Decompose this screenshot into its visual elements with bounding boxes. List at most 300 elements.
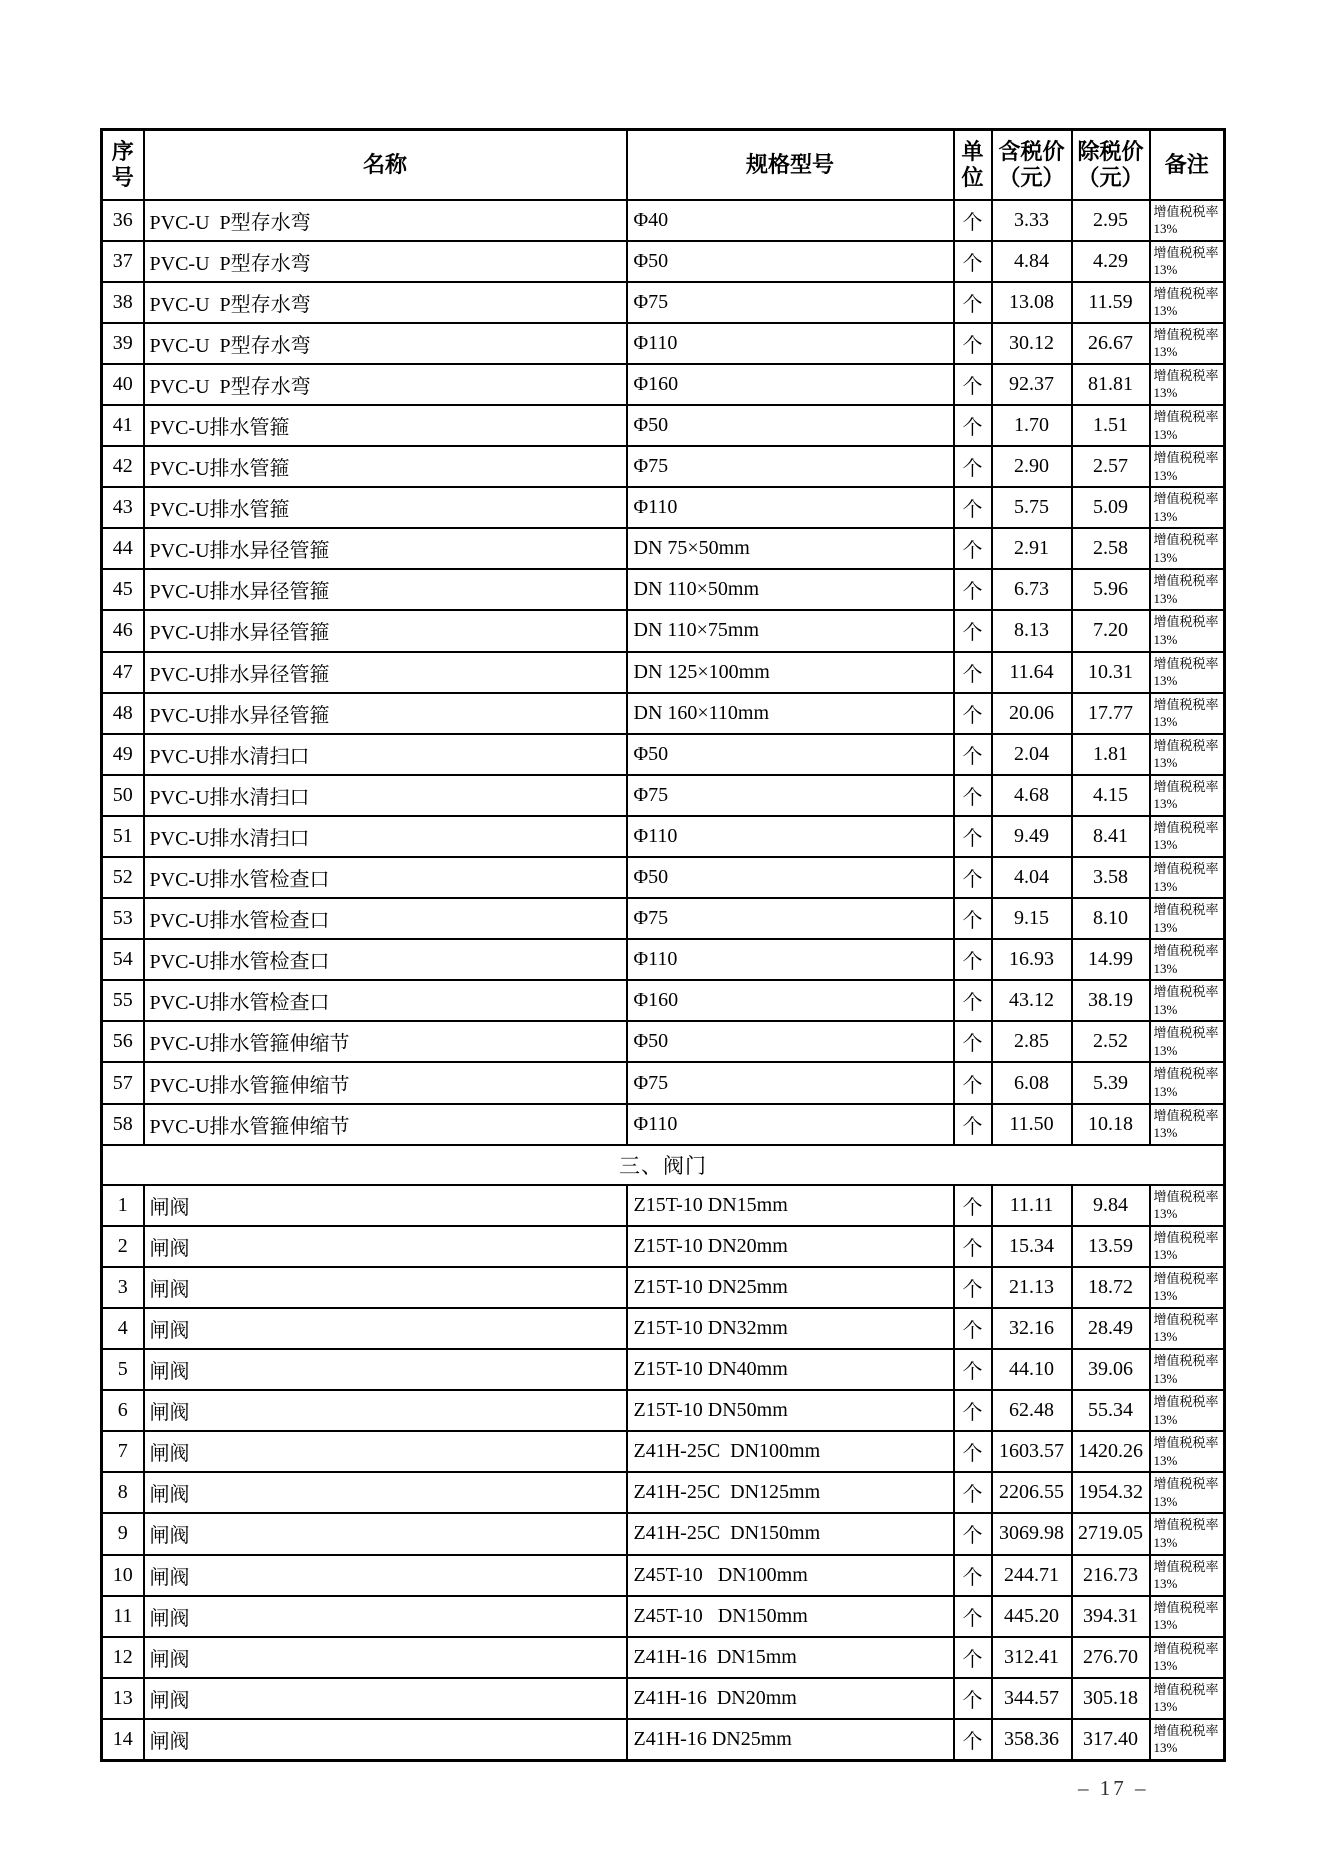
cell-item-name: PVC-U排水管检查口 [144,898,627,939]
table-row [102,734,1225,775]
cell-item-name: PVC-U P型存水弯 [144,364,627,405]
table-row [102,446,1225,487]
cell-spec-model: DN 125×100mm [627,652,954,693]
cell-spec-model: Z41H-25C DN100mm [627,1431,954,1472]
section-title: 三、阀门 [102,1145,1225,1185]
cell-item-name: PVC-U排水异径管箍 [144,528,627,569]
cell-item-name: PVC-U排水异径管箍 [144,693,627,734]
cell-remark: 增值税税率13% [1150,282,1225,323]
cell-price-without-tax: 81.81 [1072,364,1150,405]
cell-unit: 个 [954,1555,992,1596]
cell-item-name: PVC-U排水管箍 [144,446,627,487]
header-spec-model: 规格型号 [627,130,954,200]
cell-item-name: PVC-U排水异径管箍 [144,610,627,651]
cell-serial-number: 7 [102,1431,144,1472]
cell-remark: 增值税税率13% [1150,1555,1225,1596]
cell-item-name: 闸阀 [144,1678,627,1719]
cell-serial-number: 49 [102,734,144,775]
cell-spec-model: Z15T-10 DN25mm [627,1267,954,1308]
table-row [102,200,1225,241]
cell-item-name: PVC-U排水管箍伸缩节 [144,1104,627,1145]
cell-price-without-tax: 2.95 [1072,200,1150,241]
cell-unit: 个 [954,775,992,816]
cell-remark: 增值税税率13% [1150,1431,1225,1472]
cell-price-without-tax: 394.31 [1072,1596,1150,1637]
cell-serial-number: 55 [102,980,144,1021]
cell-unit: 个 [954,652,992,693]
cell-spec-model: Φ110 [627,939,954,980]
cell-serial-number: 52 [102,857,144,898]
cell-serial-number: 57 [102,1062,144,1103]
cell-price-without-tax: 5.96 [1072,569,1150,610]
cell-unit: 个 [954,1062,992,1103]
cell-unit: 个 [954,528,992,569]
cell-serial-number: 54 [102,939,144,980]
cell-spec-model: DN 110×50mm [627,569,954,610]
cell-remark: 增值税税率13% [1150,1637,1225,1678]
cell-spec-model: Z41H-25C DN150mm [627,1513,954,1554]
cell-spec-model: Φ160 [627,364,954,405]
cell-price-without-tax: 13.59 [1072,1226,1150,1267]
header-serial-number: 序号 [102,130,144,200]
cell-serial-number: 11 [102,1596,144,1637]
cell-serial-number: 53 [102,898,144,939]
cell-remark: 增值税税率13% [1150,1719,1225,1761]
cell-remark: 增值税税率13% [1150,1390,1225,1431]
cell-remark: 增值税税率13% [1150,1104,1225,1145]
cell-item-name: PVC-U排水清扫口 [144,816,627,857]
cell-item-name: 闸阀 [144,1349,627,1390]
cell-item-name: PVC-U P型存水弯 [144,323,627,364]
cell-serial-number: 40 [102,364,144,405]
cell-unit: 个 [954,1267,992,1308]
price-table [100,128,1226,1762]
cell-remark: 增值税税率13% [1150,1308,1225,1349]
table-row [102,693,1225,734]
cell-serial-number: 38 [102,282,144,323]
cell-item-name: PVC-U排水管箍伸缩节 [144,1062,627,1103]
cell-item-name: PVC-U排水管箍 [144,405,627,446]
table-row [102,1349,1225,1390]
cell-remark: 增值税税率13% [1150,1678,1225,1719]
cell-price-with-tax: 3.33 [992,200,1072,241]
cell-remark: 增值税税率13% [1150,405,1225,446]
table-row [102,1555,1225,1596]
table-row [102,939,1225,980]
cell-serial-number: 1 [102,1185,144,1226]
cell-price-without-tax: 11.59 [1072,282,1150,323]
cell-unit: 个 [954,816,992,857]
cell-spec-model: Φ50 [627,734,954,775]
cell-price-with-tax: 2.90 [992,446,1072,487]
cell-unit: 个 [954,241,992,282]
table-row [102,1719,1225,1761]
table-row [102,1185,1225,1226]
cell-spec-model: Z15T-10 DN40mm [627,1349,954,1390]
cell-item-name: 闸阀 [144,1390,627,1431]
cell-remark: 增值税税率13% [1150,1062,1225,1103]
cell-price-without-tax: 38.19 [1072,980,1150,1021]
cell-price-with-tax: 344.57 [992,1678,1072,1719]
cell-price-without-tax: 276.70 [1072,1637,1150,1678]
cell-unit: 个 [954,857,992,898]
cell-remark: 增值税税率13% [1150,1472,1225,1513]
cell-price-with-tax: 9.49 [992,816,1072,857]
cell-price-with-tax: 244.71 [992,1555,1072,1596]
table-row [102,1513,1225,1554]
cell-remark: 增值税税率13% [1150,1349,1225,1390]
table-row [102,364,1225,405]
cell-item-name: PVC-U排水清扫口 [144,775,627,816]
cell-price-without-tax: 26.67 [1072,323,1150,364]
cell-spec-model: Φ160 [627,980,954,1021]
cell-price-without-tax: 2.57 [1072,446,1150,487]
cell-spec-model: DN 160×110mm [627,693,954,734]
table-row [102,857,1225,898]
cell-price-with-tax: 13.08 [992,282,1072,323]
cell-price-with-tax: 2.04 [992,734,1072,775]
cell-price-with-tax: 9.15 [992,898,1072,939]
cell-item-name: PVC-U排水管箍 [144,487,627,528]
cell-price-without-tax: 39.06 [1072,1349,1150,1390]
cell-remark: 增值税税率13% [1150,1596,1225,1637]
cell-price-without-tax: 55.34 [1072,1390,1150,1431]
cell-price-with-tax: 6.08 [992,1062,1072,1103]
cell-unit: 个 [954,569,992,610]
cell-item-name: 闸阀 [144,1719,627,1761]
cell-remark: 增值税税率13% [1150,1513,1225,1554]
cell-serial-number: 46 [102,610,144,651]
cell-price-without-tax: 305.18 [1072,1678,1150,1719]
cell-item-name: PVC-U排水管箍伸缩节 [144,1021,627,1062]
cell-price-with-tax: 6.73 [992,569,1072,610]
cell-serial-number: 13 [102,1678,144,1719]
cell-serial-number: 50 [102,775,144,816]
cell-price-without-tax: 2.58 [1072,528,1150,569]
cell-serial-number: 43 [102,487,144,528]
table-row [102,405,1225,446]
cell-price-without-tax: 216.73 [1072,1555,1150,1596]
cell-item-name: 闸阀 [144,1267,627,1308]
cell-spec-model: Φ75 [627,898,954,939]
cell-spec-model: Φ40 [627,200,954,241]
cell-price-with-tax: 15.34 [992,1226,1072,1267]
cell-price-with-tax: 11.64 [992,652,1072,693]
cell-unit: 个 [954,1637,992,1678]
table-header-row [102,130,1225,200]
cell-price-with-tax: 2206.55 [992,1472,1072,1513]
cell-remark: 增值税税率13% [1150,446,1225,487]
cell-unit: 个 [954,693,992,734]
cell-unit: 个 [954,1678,992,1719]
cell-unit: 个 [954,1226,992,1267]
cell-unit: 个 [954,1349,992,1390]
cell-price-with-tax: 4.04 [992,857,1072,898]
cell-price-with-tax: 32.16 [992,1308,1072,1349]
cell-serial-number: 14 [102,1719,144,1761]
cell-price-with-tax: 1603.57 [992,1431,1072,1472]
cell-price-with-tax: 445.20 [992,1596,1072,1637]
cell-spec-model: Φ75 [627,446,954,487]
table-row [102,610,1225,651]
cell-serial-number: 45 [102,569,144,610]
cell-price-without-tax: 14.99 [1072,939,1150,980]
table-row [102,1390,1225,1431]
header-item-name: 名称 [144,130,627,200]
cell-price-without-tax: 17.77 [1072,693,1150,734]
cell-serial-number: 47 [102,652,144,693]
cell-serial-number: 37 [102,241,144,282]
cell-price-with-tax: 2.85 [992,1021,1072,1062]
cell-unit: 个 [954,610,992,651]
cell-spec-model: Z45T-10 DN100mm [627,1555,954,1596]
cell-price-with-tax: 11.50 [992,1104,1072,1145]
cell-price-without-tax: 1420.26 [1072,1431,1150,1472]
cell-price-with-tax: 5.75 [992,487,1072,528]
cell-unit: 个 [954,939,992,980]
cell-unit: 个 [954,1390,992,1431]
table-body [102,200,1225,1761]
table-row [102,241,1225,282]
cell-unit: 个 [954,1596,992,1637]
cell-remark: 增值税税率13% [1150,652,1225,693]
cell-spec-model: DN 75×50mm [627,528,954,569]
cell-unit: 个 [954,1021,992,1062]
cell-price-with-tax: 312.41 [992,1637,1072,1678]
cell-serial-number: 56 [102,1021,144,1062]
cell-remark: 增值税税率13% [1150,1185,1225,1226]
cell-price-without-tax: 5.39 [1072,1062,1150,1103]
cell-remark: 增值税税率13% [1150,939,1225,980]
cell-unit: 个 [954,405,992,446]
cell-price-without-tax: 3.58 [1072,857,1150,898]
cell-serial-number: 8 [102,1472,144,1513]
table-row [102,528,1225,569]
cell-price-with-tax: 4.68 [992,775,1072,816]
cell-spec-model: Z41H-16 DN25mm [627,1719,954,1761]
cell-serial-number: 12 [102,1637,144,1678]
cell-price-with-tax: 11.11 [992,1185,1072,1226]
cell-price-with-tax: 4.84 [992,241,1072,282]
cell-spec-model: Φ50 [627,241,954,282]
cell-serial-number: 42 [102,446,144,487]
cell-remark: 增值税税率13% [1150,200,1225,241]
cell-serial-number: 48 [102,693,144,734]
cell-serial-number: 36 [102,200,144,241]
cell-price-with-tax: 16.93 [992,939,1072,980]
cell-price-with-tax: 44.10 [992,1349,1072,1390]
cell-item-name: PVC-U P型存水弯 [144,241,627,282]
cell-price-without-tax: 1.81 [1072,734,1150,775]
cell-remark: 增值税税率13% [1150,241,1225,282]
cell-unit: 个 [954,1719,992,1761]
cell-remark: 增值税税率13% [1150,816,1225,857]
cell-spec-model: Z15T-10 DN32mm [627,1308,954,1349]
cell-item-name: PVC-U排水管检查口 [144,939,627,980]
cell-price-without-tax: 317.40 [1072,1719,1150,1761]
cell-item-name: 闸阀 [144,1226,627,1267]
section-header-row [102,1145,1225,1185]
table-row [102,1104,1225,1145]
cell-unit: 个 [954,1185,992,1226]
cell-item-name: 闸阀 [144,1555,627,1596]
cell-item-name: 闸阀 [144,1596,627,1637]
cell-remark: 增值税税率13% [1150,487,1225,528]
cell-spec-model: Z41H-16 DN15mm [627,1637,954,1678]
cell-serial-number: 5 [102,1349,144,1390]
cell-price-without-tax: 2.52 [1072,1021,1150,1062]
cell-remark: 增值税税率13% [1150,1226,1225,1267]
cell-price-with-tax: 62.48 [992,1390,1072,1431]
cell-price-without-tax: 28.49 [1072,1308,1150,1349]
cell-spec-model: Φ110 [627,816,954,857]
cell-price-with-tax: 358.36 [992,1719,1072,1761]
cell-remark: 增值税税率13% [1150,1021,1225,1062]
cell-remark: 增值税税率13% [1150,610,1225,651]
cell-unit: 个 [954,1104,992,1145]
cell-unit: 个 [954,200,992,241]
table-row [102,1431,1225,1472]
table-row [102,1021,1225,1062]
table-row [102,1637,1225,1678]
cell-remark: 增值税税率13% [1150,734,1225,775]
cell-remark: 增值税税率13% [1150,364,1225,405]
cell-serial-number: 58 [102,1104,144,1145]
cell-remark: 增值税税率13% [1150,775,1225,816]
cell-serial-number: 51 [102,816,144,857]
cell-item-name: PVC-U排水异径管箍 [144,569,627,610]
cell-price-without-tax: 2719.05 [1072,1513,1150,1554]
cell-spec-model: Φ50 [627,857,954,898]
cell-item-name: PVC-U排水清扫口 [144,734,627,775]
cell-unit: 个 [954,898,992,939]
cell-price-without-tax: 7.20 [1072,610,1150,651]
cell-price-without-tax: 10.18 [1072,1104,1150,1145]
cell-price-with-tax: 43.12 [992,980,1072,1021]
table-row [102,1596,1225,1637]
table-row [102,1062,1225,1103]
cell-item-name: 闸阀 [144,1472,627,1513]
cell-spec-model: Φ110 [627,323,954,364]
table-row [102,980,1225,1021]
cell-price-without-tax: 1.51 [1072,405,1150,446]
cell-serial-number: 41 [102,405,144,446]
cell-price-with-tax: 92.37 [992,364,1072,405]
cell-unit: 个 [954,323,992,364]
cell-unit: 个 [954,1513,992,1554]
cell-price-without-tax: 18.72 [1072,1267,1150,1308]
table-row [102,1226,1225,1267]
cell-unit: 个 [954,282,992,323]
cell-spec-model: Φ50 [627,405,954,446]
page-number: – 17 – [1078,1776,1149,1800]
cell-spec-model: DN 110×75mm [627,610,954,651]
cell-remark: 增值税税率13% [1150,898,1225,939]
cell-item-name: 闸阀 [144,1308,627,1349]
cell-remark: 增值税税率13% [1150,693,1225,734]
cell-spec-model: Z15T-10 DN20mm [627,1226,954,1267]
cell-unit: 个 [954,446,992,487]
cell-spec-model: Φ50 [627,1021,954,1062]
cell-serial-number: 6 [102,1390,144,1431]
header-price-with-tax: 含税价（元） [992,130,1072,200]
cell-price-without-tax: 10.31 [1072,652,1150,693]
cell-spec-model: Φ110 [627,487,954,528]
table-row [102,775,1225,816]
cell-spec-model: Z45T-10 DN150mm [627,1596,954,1637]
cell-spec-model: Z15T-10 DN15mm [627,1185,954,1226]
cell-price-with-tax: 2.91 [992,528,1072,569]
cell-serial-number: 2 [102,1226,144,1267]
cell-remark: 增值税税率13% [1150,569,1225,610]
table-row [102,323,1225,364]
cell-serial-number: 4 [102,1308,144,1349]
table-row [102,282,1225,323]
cell-spec-model: Φ75 [627,775,954,816]
table-row [102,1678,1225,1719]
cell-spec-model: Z41H-25C DN125mm [627,1472,954,1513]
cell-remark: 增值税税率13% [1150,323,1225,364]
cell-spec-model: Z41H-16 DN20mm [627,1678,954,1719]
cell-unit: 个 [954,734,992,775]
cell-price-without-tax: 5.09 [1072,487,1150,528]
cell-serial-number: 3 [102,1267,144,1308]
cell-item-name: 闸阀 [144,1185,627,1226]
cell-item-name: PVC-U排水管检查口 [144,980,627,1021]
table-row [102,1267,1225,1308]
cell-spec-model: Φ110 [627,1104,954,1145]
cell-price-without-tax: 8.41 [1072,816,1150,857]
cell-price-without-tax: 4.15 [1072,775,1150,816]
cell-item-name: PVC-U P型存水弯 [144,200,627,241]
cell-serial-number: 9 [102,1513,144,1554]
table-row [102,652,1225,693]
cell-price-with-tax: 3069.98 [992,1513,1072,1554]
table-row [102,898,1225,939]
cell-price-with-tax: 8.13 [992,610,1072,651]
cell-price-without-tax: 4.29 [1072,241,1150,282]
table-row [102,487,1225,528]
cell-unit: 个 [954,487,992,528]
table-row [102,1308,1225,1349]
table-row [102,1472,1225,1513]
cell-item-name: PVC-U排水异径管箍 [144,652,627,693]
cell-unit: 个 [954,364,992,405]
cell-remark: 增值税税率13% [1150,1267,1225,1308]
header-price-without-tax: 除税价（元） [1072,130,1150,200]
cell-unit: 个 [954,1308,992,1349]
cell-price-with-tax: 20.06 [992,693,1072,734]
cell-spec-model: Φ75 [627,1062,954,1103]
cell-item-name: PVC-U排水管检查口 [144,857,627,898]
cell-spec-model: Z15T-10 DN50mm [627,1390,954,1431]
header-remark: 备注 [1150,130,1225,200]
cell-unit: 个 [954,1431,992,1472]
cell-item-name: 闸阀 [144,1637,627,1678]
cell-price-without-tax: 1954.32 [1072,1472,1150,1513]
cell-remark: 增值税税率13% [1150,857,1225,898]
cell-remark: 增值税税率13% [1150,980,1225,1021]
cell-price-with-tax: 1.70 [992,405,1072,446]
cell-price-without-tax: 8.10 [1072,898,1150,939]
cell-remark: 增值税税率13% [1150,528,1225,569]
header-unit: 单位 [954,130,992,200]
cell-spec-model: Φ75 [627,282,954,323]
cell-price-with-tax: 21.13 [992,1267,1072,1308]
cell-serial-number: 10 [102,1555,144,1596]
cell-price-with-tax: 30.12 [992,323,1072,364]
cell-price-without-tax: 9.84 [1072,1185,1150,1226]
